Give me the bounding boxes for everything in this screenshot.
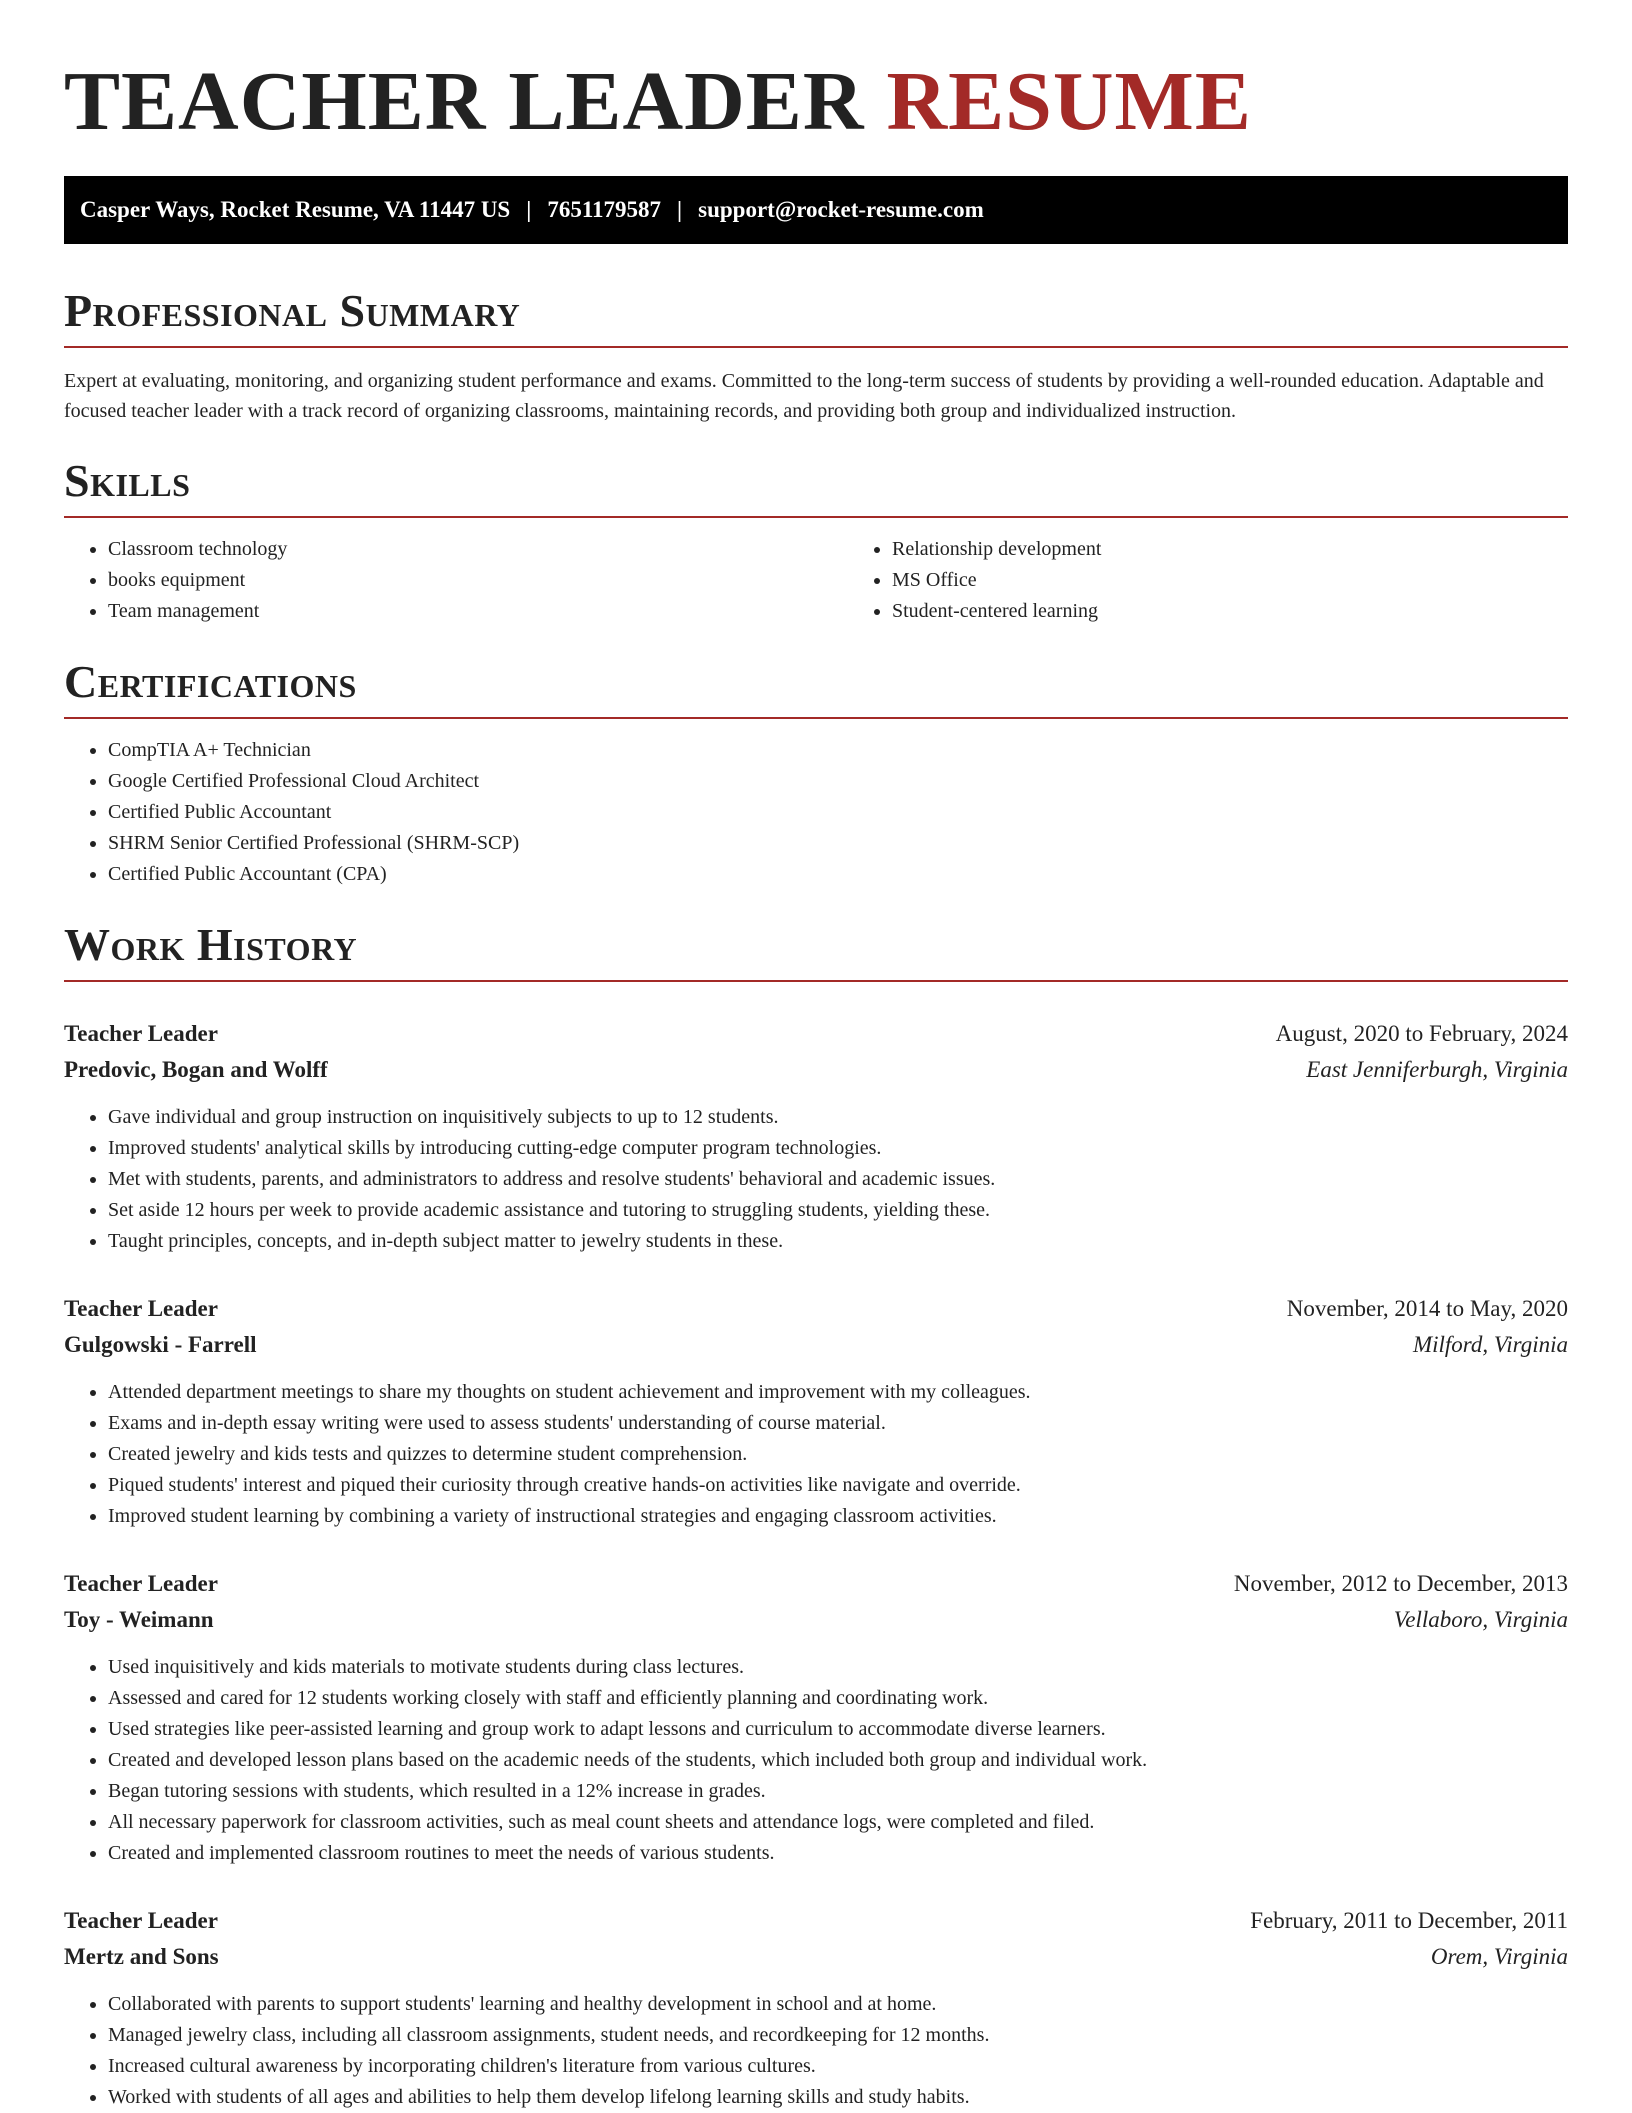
job-bullet: • Improved students' analytical skills by introducing cutting-edge computer program technologies. <box>108 1133 1568 1164</box>
job-bullet: • Increased cultural awareness by incorporating children's literature from various cultures. <box>108 2051 1568 2082</box>
job-location: Vellaboro, Virginia <box>1393 1607 1568 1632</box>
skills-grid <box>64 534 1568 627</box>
job-bullets <box>64 1102 1568 1257</box>
skill-item: • Relationship development <box>892 534 1632 565</box>
job-bullet: • Began tutoring sessions with students, which resulted in a 12% increase in grades. <box>108 1776 1568 1807</box>
title-main: TEACHER LEADER <box>64 55 865 148</box>
job-bullet: • All necessary paperwork for classroom activities, such as meal count sheets and attendance logs, were completed and filed. <box>108 1807 1568 1838</box>
job-bullet: • Piqued students' interest and piqued their curiosity through creative hands-on activities like navigate and override. <box>108 1470 1568 1501</box>
certifications-section <box>64 655 1568 890</box>
section-divider <box>64 980 1568 982</box>
certification-item: • Google Certified Professional Cloud Architect <box>108 766 1568 797</box>
job-bullet: • Met with students, parents, and administrators to address and resolve students' behavioral and academic issues. <box>108 1164 1568 1195</box>
contact-bar <box>64 176 1568 244</box>
job-dates: November, 2014 to May, 2020 <box>1286 1296 1568 1321</box>
resume-title <box>64 52 1568 152</box>
contact-separator: | <box>526 197 532 222</box>
job-header-row <box>64 1291 1568 1327</box>
certifications-list <box>64 735 1568 890</box>
job-bullet: • Collaborated with parents to support students' learning and healthy development in school and at home. <box>108 1989 1568 2020</box>
job-header-row <box>64 1016 1568 1052</box>
job-bullets <box>64 1377 1568 1532</box>
job-bullet: • Exams and in-depth essay writing were used to assess students' understanding of course material. <box>108 1408 1568 1439</box>
section-divider <box>64 717 1568 719</box>
job-company: Gulgowski - Farrell <box>64 1332 257 1357</box>
summary-text: Expert at evaluating, monitoring, and organizing student performance and exams. Committed to the long-term success of students by providing a well-rounded education. Adaptable and focused teacher leader with a track record of organizing classrooms, maintaining records, and providing both group and individualized instruction. <box>64 370 1544 422</box>
skills-section <box>64 454 1568 627</box>
job-bullet: • Used strategies like peer-assisted learning and group work to adapt lessons and curriculum to accommodate diverse learners. <box>108 1714 1568 1745</box>
job-bullet: • Managed jewelry class, including all classroom assignments, student needs, and recordkeeping for 12 months. <box>108 2020 1568 2051</box>
title-accent: RESUME <box>886 55 1252 148</box>
job-entry <box>64 1903 1568 2113</box>
job-company: Predovic, Bogan and Wolff <box>64 1057 328 1082</box>
job-title: Teacher Leader <box>64 1908 218 1933</box>
job-bullet: • Created jewelry and kids tests and quizzes to determine student comprehension. <box>108 1439 1568 1470</box>
job-location: Orem, Virginia <box>1430 1944 1568 1969</box>
contact-separator: | <box>677 197 683 222</box>
job-bullet: • Created and developed lesson plans based on the academic needs of the students, which included both group and individual work. <box>108 1745 1568 1776</box>
skill-item: • books equipment <box>108 565 848 596</box>
job-location: Milford, Virginia <box>1412 1332 1568 1357</box>
certifications-heading: Certifications <box>64 656 357 707</box>
job-entry <box>64 1291 1568 1532</box>
job-bullet: • Worked with students of all ages and abilities to help them develop lifelong learning skills and study habits. <box>108 2082 1568 2113</box>
job-bullet: • Created and implemented classroom routines to meet the needs of various students. <box>108 1838 1568 1869</box>
job-location: East Jenniferburgh, Virginia <box>1306 1057 1568 1082</box>
job-dates: November, 2012 to December, 2013 <box>1233 1571 1568 1596</box>
job-bullets <box>64 1652 1568 1869</box>
skill-item: • Classroom technology <box>108 534 848 565</box>
work-heading: Work History <box>64 919 358 970</box>
job-entry <box>64 1566 1568 1869</box>
contact-address: Casper Ways, Rocket Resume, VA 11447 US <box>80 197 511 222</box>
job-company-row <box>64 1602 1568 1638</box>
certification-item: • Certified Public Accountant (CPA) <box>108 859 1568 890</box>
job-company: Mertz and Sons <box>64 1944 219 1969</box>
contact-phone: 7651179587 <box>547 197 662 222</box>
certification-item: • SHRM Senior Certified Professional (SHRM-SCP) <box>108 828 1568 859</box>
job-company: Toy - Weimann <box>64 1607 214 1632</box>
job-bullet: • Used inquisitively and kids materials to motivate students during class lectures. <box>108 1652 1568 1683</box>
skill-item: • MS Office <box>892 565 1632 596</box>
job-header-row <box>64 1566 1568 1602</box>
section-divider <box>64 516 1568 518</box>
job-dates: February, 2011 to December, 2011 <box>1250 1908 1568 1933</box>
summary-section <box>64 284 1568 426</box>
job-entry <box>64 1016 1568 1257</box>
job-company-row <box>64 1327 1568 1363</box>
skills-list-left <box>64 534 848 627</box>
job-bullet: • Improved student learning by combining a variety of instructional strategies and engaging classroom activities. <box>108 1501 1568 1532</box>
job-title: Teacher Leader <box>64 1571 218 1596</box>
job-title: Teacher Leader <box>64 1296 218 1321</box>
certification-item: • Certified Public Accountant <box>108 797 1568 828</box>
job-bullet: • Taught principles, concepts, and in-depth subject matter to jewelry students in these. <box>108 1226 1568 1257</box>
skills-heading: Skills <box>64 455 191 506</box>
summary-heading: Professional Summary <box>64 285 521 336</box>
job-bullet: • Gave individual and group instruction on inquisitively subjects to up to 12 students. <box>108 1102 1568 1133</box>
job-company-row <box>64 1939 1568 1975</box>
job-bullet: • Set aside 12 hours per week to provide academic assistance and tutoring to struggling students, yielding these. <box>108 1195 1568 1226</box>
skill-item: • Team management <box>108 596 848 627</box>
job-bullet: • Attended department meetings to share my thoughts on student achievement and improvement with my colleagues. <box>108 1377 1568 1408</box>
job-bullet: • Assessed and cared for 12 students working closely with staff and efficiently planning and coordinating work. <box>108 1683 1568 1714</box>
skill-item: • Student-centered learning <box>892 596 1632 627</box>
job-dates: August, 2020 to February, 2024 <box>1275 1021 1568 1046</box>
work-section <box>64 918 1568 2113</box>
job-header-row <box>64 1903 1568 1939</box>
job-title: Teacher Leader <box>64 1021 218 1046</box>
certification-item: • CompTIA A+ Technician <box>108 735 1568 766</box>
job-company-row <box>64 1052 1568 1088</box>
section-divider <box>64 346 1568 348</box>
work-history-list <box>64 1016 1568 2113</box>
contact-email: support@rocket-resume.com <box>698 197 984 222</box>
job-bullets <box>64 1989 1568 2113</box>
skills-list-right <box>848 534 1632 627</box>
